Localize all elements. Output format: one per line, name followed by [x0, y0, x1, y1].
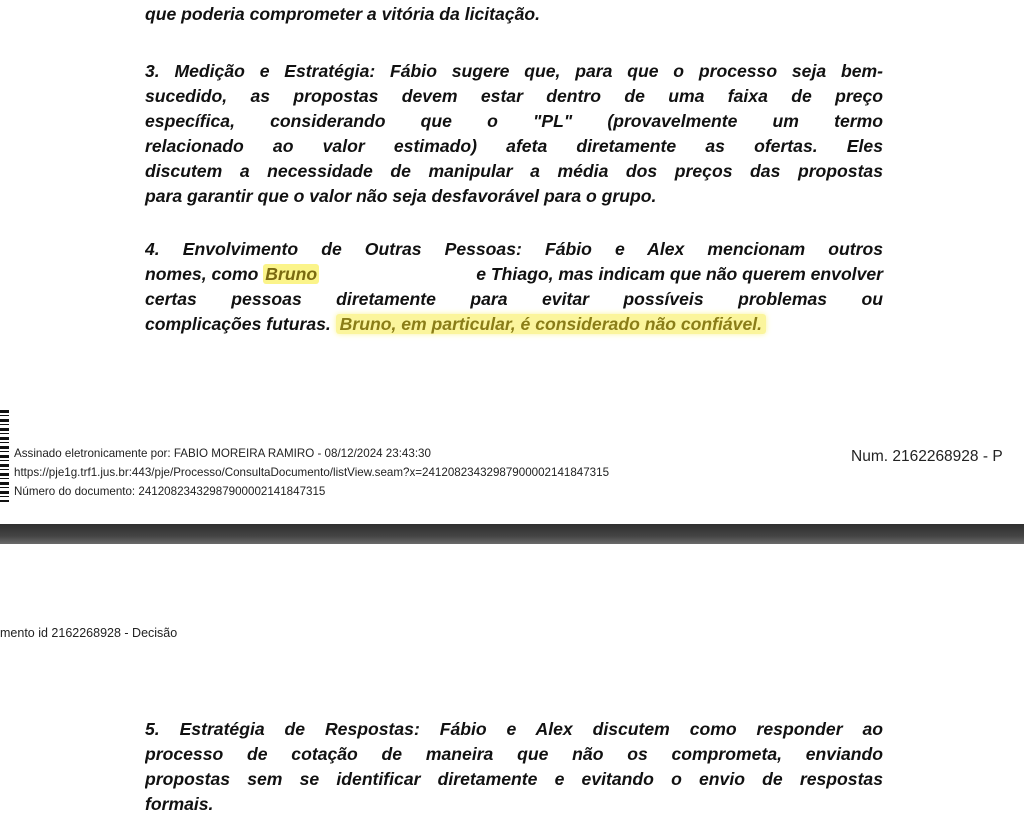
paragraph-line: 3. Medição e Estratégia: Fábio sugere que, para que o processo seja bem- [145, 61, 883, 81]
paragraph-line [145, 262, 883, 287]
document-url-link[interactable]: https://pje1g.trf1.jus.br:443/pje/Processo/ConsultaDocumento/listView.seam?x=24120823432987900002141847315 [14, 466, 610, 479]
qr-code-icon [0, 410, 9, 502]
paragraph-item-3 [145, 59, 883, 209]
paragraph-line: para garantir que o valor não seja desfavorável para o grupo. [145, 186, 657, 206]
paragraph-line: propostas sem se identificar diretamente e evitando o envio de respostas [145, 769, 883, 789]
paragraph-2-fragment [145, 2, 883, 27]
paragraph-line: discutem a necessidade de manipular a média dos preços das propostas [145, 161, 883, 181]
text-run: e Thiago, mas indicam que não querem envolver [471, 264, 883, 284]
paragraph-line: relacionado ao valor estimado) afeta diretamente as ofertas. Eles [145, 136, 883, 156]
paragraph-text [145, 262, 319, 287]
paragraph-line: específica, considerando que o "PL" (provavelmente um termo [145, 111, 883, 131]
paragraph-line: 4. Envolvimento de Outras Pessoas: Fábio e Alex mencionam outros [145, 239, 883, 259]
paragraph-line: processo de cotação de maneira que não os comprometa, enviando [145, 744, 883, 764]
highlighted-sentence: Bruno, em particular, é considerado não confiável. [336, 314, 766, 334]
paragraph-line: certas pessoas diretamente para evitar possíveis problemas ou [145, 289, 883, 309]
signature-footer [14, 444, 609, 501]
paragraph-item-4 [145, 237, 883, 337]
paragraph-item-5 [145, 717, 883, 817]
paragraph-line: 5. Estratégia de Respostas: Fábio e Alex discutem como responder ao [145, 719, 883, 739]
paragraph-line: sucedido, as propostas devem estar dentro de uma faixa de preço [145, 86, 883, 106]
document-number-text: Número do documento: 24120823432987900002141847315 [14, 485, 326, 498]
highlighted-name: Bruno [265, 264, 318, 284]
paragraph-line: que poderia comprometer a vitória da licitação. [145, 4, 541, 24]
signed-by-text: Assinado eletronicamente por: FABIO MOREIRA RAMIRO - 08/12/2024 23:43:30 [14, 447, 431, 460]
text-run: nomes, como [145, 264, 264, 284]
page-num-label: Num. 2162268928 - P [851, 448, 1003, 465]
paragraph-line [145, 312, 883, 337]
paragraph-line: formais. [145, 794, 214, 814]
document-page-2 [0, 544, 1024, 819]
document-id-header: mento id 2162268928 - Decisão [0, 626, 178, 640]
text-run: complicações futuras. [145, 314, 336, 334]
page-separator [0, 524, 1024, 544]
